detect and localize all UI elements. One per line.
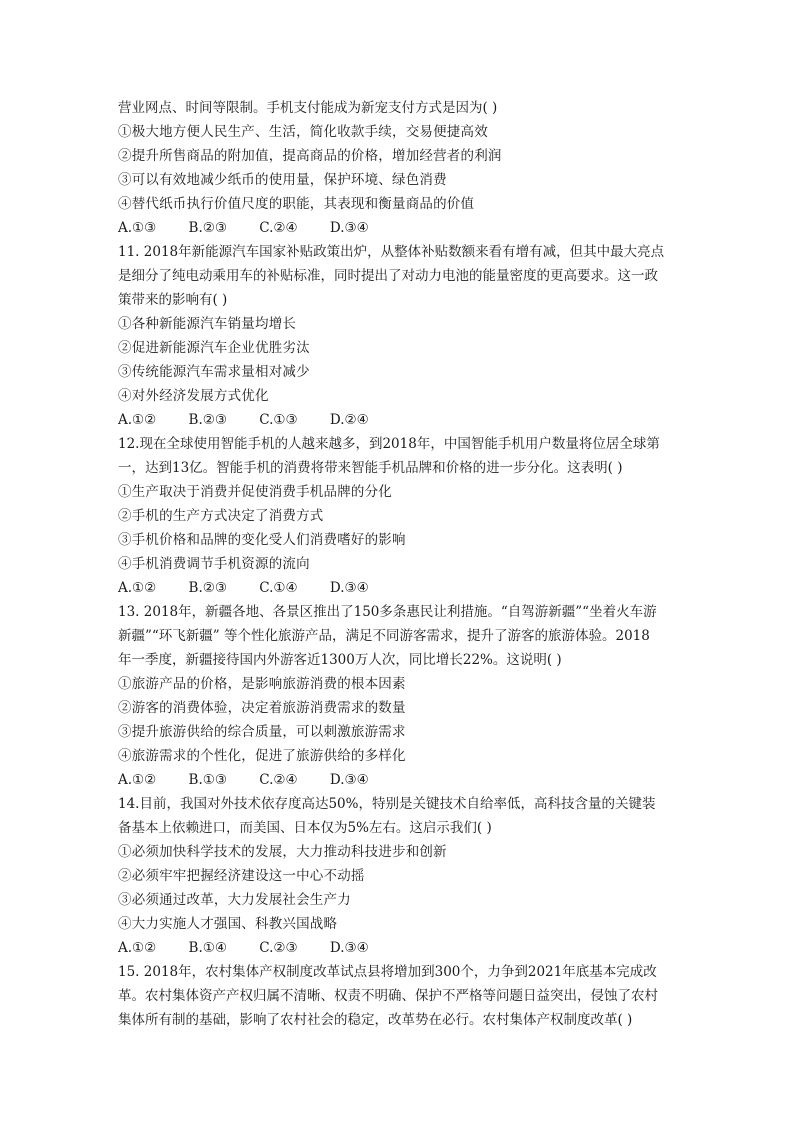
question-stem-line: 13. 2018年，新疆各地、各景区推出了150多条惠民让利措施。“自驾游新疆”“坐着火车游 [118,604,657,620]
answer-item: ①必须加快科学技术的发展，大力推动科技进步和创新 [118,844,447,860]
choice-a: A.①② [118,772,157,788]
answer-item: ①旅游产品的价格，是影响旅游消费的根本因素 [118,676,406,692]
choice-options [118,576,678,600]
question-12 [118,432,678,600]
choice-d: D.③④ [329,772,369,788]
choice-d: D.③④ [329,940,369,956]
choice-c: C.①③ [259,412,298,428]
question-stem-line: 新疆”“环飞新疆” 等个性化旅游产品，满足不同游客需求，提升了游客的旅游体验。2018 [118,628,650,644]
answer-item: ④对外经济发展方式优化 [118,388,269,404]
answer-item: ④大力实施人才强国、科教兴国战略 [118,916,338,932]
question-stem-line: 革。农村集体资产产权归属不清晰、权责不明确、保护不严格等问题日益突出，侵蚀了农村 [118,988,658,1004]
answer-item: ③手机价格和品牌的变化受人们消费嗜好的影响 [118,532,406,548]
choice-b: B.②③ [188,412,227,428]
question-10 [118,96,678,240]
answer-item: ①各种新能源汽车销量均增长 [118,316,297,332]
question-stem-line: 一，达到13亿。智能手机的消费将带来智能手机品牌和价格的进一步分化。这表明( ) [118,460,623,476]
choice-a: A.①② [118,412,157,428]
question-stem-line: 营业网点、时间等限制。手机支付能成为新宠支付方式是因为( ) [118,100,498,116]
answer-item: ②提升所售商品的附加值，提高商品的价格，增加经营者的利润 [118,148,502,164]
answer-item: ①极大地方便人民生产、生活，简化收款手续，交易便捷高效 [118,124,488,140]
question-stem-line: 11. 2018年新能源汽车国家补贴政策出炉，从整体补贴数额来看有增有减，但其中最大亮点 [118,244,665,260]
answer-item: ①生产取决于消费并促使消费手机品牌的分化 [118,484,392,500]
choice-a: A.①② [118,580,157,596]
question-stem-line: 15. 2018年，农村集体产权制度改革试点县将增加到300个，力争到2021年底基本完成改 [118,964,657,980]
choice-a: A.①② [118,940,157,956]
answer-item: ②手机的生产方式决定了消费方式 [118,508,324,524]
choice-a: A.①③ [118,220,157,236]
question-stem-line: 策带来的影响有( ) [118,292,228,308]
choice-options [118,768,678,792]
choice-b: B.②③ [188,580,227,596]
question-11 [118,240,678,432]
choice-options [118,936,678,960]
question-stem-line: 集体所有制的基础，影响了农村社会的稳定，改革势在必行。农村集体产权制度改革( ) [118,1012,633,1028]
choice-c: C.①④ [259,580,298,596]
answer-item: ②游客的消费体验，决定着旅游消费需求的数量 [118,700,406,716]
question-stem-line: 14.目前，我国对外技术依存度高达50%，特别是关键技术自给率低，高科技含量的关键装 [118,796,656,812]
question-content [118,96,678,1032]
choice-d: D.③④ [329,580,369,596]
choice-d: D.②④ [329,412,369,428]
choice-b: B.①④ [188,940,227,956]
answer-item: ③传统能源汽车需求量相对减少 [118,364,310,380]
answer-item: ②促进新能源汽车企业优胜劣汰 [118,340,310,356]
question-stem-line: 是细分了纯电动乘用车的补贴标准，同时提出了对动力电池的能量密度的更高要求。这一政 [118,268,658,284]
answer-item: ④手机消费调节手机资源的流向 [118,556,310,572]
question-stem-line: 12.现在全球使用智能手机的人越来越多，到2018年，中国智能手机用户数量将位居全球第 [118,436,660,452]
answer-item: ②必须牢牢把握经济建设这一中心不动摇 [118,868,365,884]
answer-item: ④旅游需求的个性化，促进了旅游供给的多样化 [118,748,406,764]
choice-options [118,216,678,240]
question-stem-line: 年一季度，新疆接待国内外游客近1300万人次，同比增长22%。这说明( ) [118,652,562,668]
question-14 [118,792,678,960]
answer-item: ③可以有效地减少纸币的使用量，保护环境、绿色消费 [118,172,447,188]
answer-item: ④替代纸币执行价值尺度的职能，其表现和衡量商品的价值 [118,196,475,212]
choice-c: C.②④ [259,772,298,788]
question-stem-line: 备基本上依赖进口，而美国、日本仅为5%左右。这启示我们( ) [118,820,492,836]
question-13 [118,600,678,792]
answer-item: ③必须通过改革，大力发展社会生产力 [118,892,351,908]
choice-c: C.②④ [259,220,298,236]
choice-options [118,408,678,432]
choice-c: C.②③ [259,940,298,956]
choice-d: D.③④ [329,220,369,236]
choice-b: B.①③ [188,772,227,788]
answer-item: ③提升旅游供给的综合质量，可以刺激旅游需求 [118,724,406,740]
choice-b: B.②③ [188,220,227,236]
question-15 [118,960,678,1032]
